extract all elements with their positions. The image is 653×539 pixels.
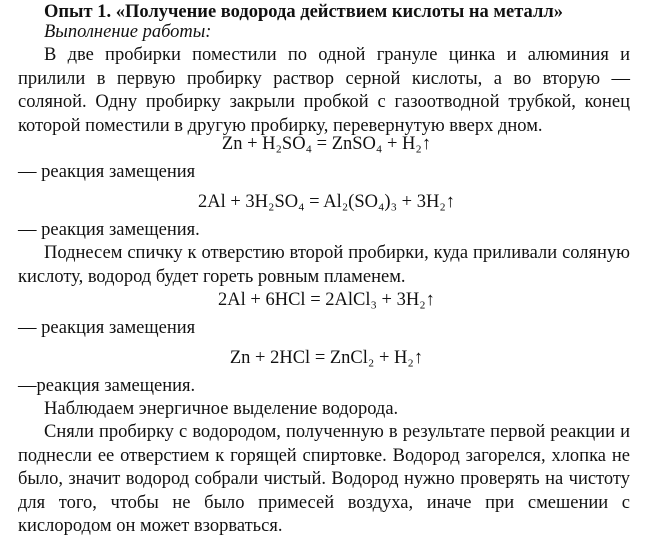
paragraph-match-test: Поднесем спичку к отверстию второй пробирки, куда приливали соляную кислоту, водород будет гореть ровным пламенем. xyxy=(18,243,630,287)
paragraph-observation: Наблюдаем энергичное выделение водорода. xyxy=(44,399,399,419)
equation-zn-h2so4: Zn + H₂SO₄ = ZnSO₄ + H₂↑ xyxy=(221,134,432,154)
paragraph-setup: В две пробирки поместили по одной грануле цинка и алюминия и прилили в первую пробирку раствор серной кислоты, а во вторую — соляной. Одну пробирку закрыли пробкой с газоотводной трубкой, конец которой поместили в другую пробирку, перевернутую вверх дном. xyxy=(18,45,630,136)
paragraph-hydrogen-test: Сняли пробирку с водородом, полученную в результате первой реакции и поднесли ее отверстием к горящей спиртовке. Водород загорелся, хлопка не было, значит водород собрали чистый. Водород нужно проверять на чистоту для того, чтобы не было примесей воздуха, иначе при смешении с кислородом он может взорваться. xyxy=(18,422,630,536)
note-substitution-2: — реакция замещения. xyxy=(18,220,200,240)
note-substitution-4: —реакция замещения. xyxy=(18,376,196,396)
equation-al-hcl: 2Al + 6HCl = 2AlCl₃ + 3H₂↑ xyxy=(218,290,435,310)
experiment-title: Опыт 1. «Получение водорода действием кислоты на металл» xyxy=(44,2,563,22)
note-substitution-1: — реакция замещения xyxy=(18,162,196,182)
procedure-subtitle: Выполнение работы: xyxy=(44,22,212,42)
equation-zn-hcl: Zn + 2HCl = ZnCl₂ + H₂↑ xyxy=(229,348,424,368)
note-substitution-3: — реакция замещения xyxy=(18,318,196,338)
equation-al-h2so4: 2Al + 3H₂SO₄ = Al₂(SO₄)₃ + 3H₂↑ xyxy=(197,192,456,212)
